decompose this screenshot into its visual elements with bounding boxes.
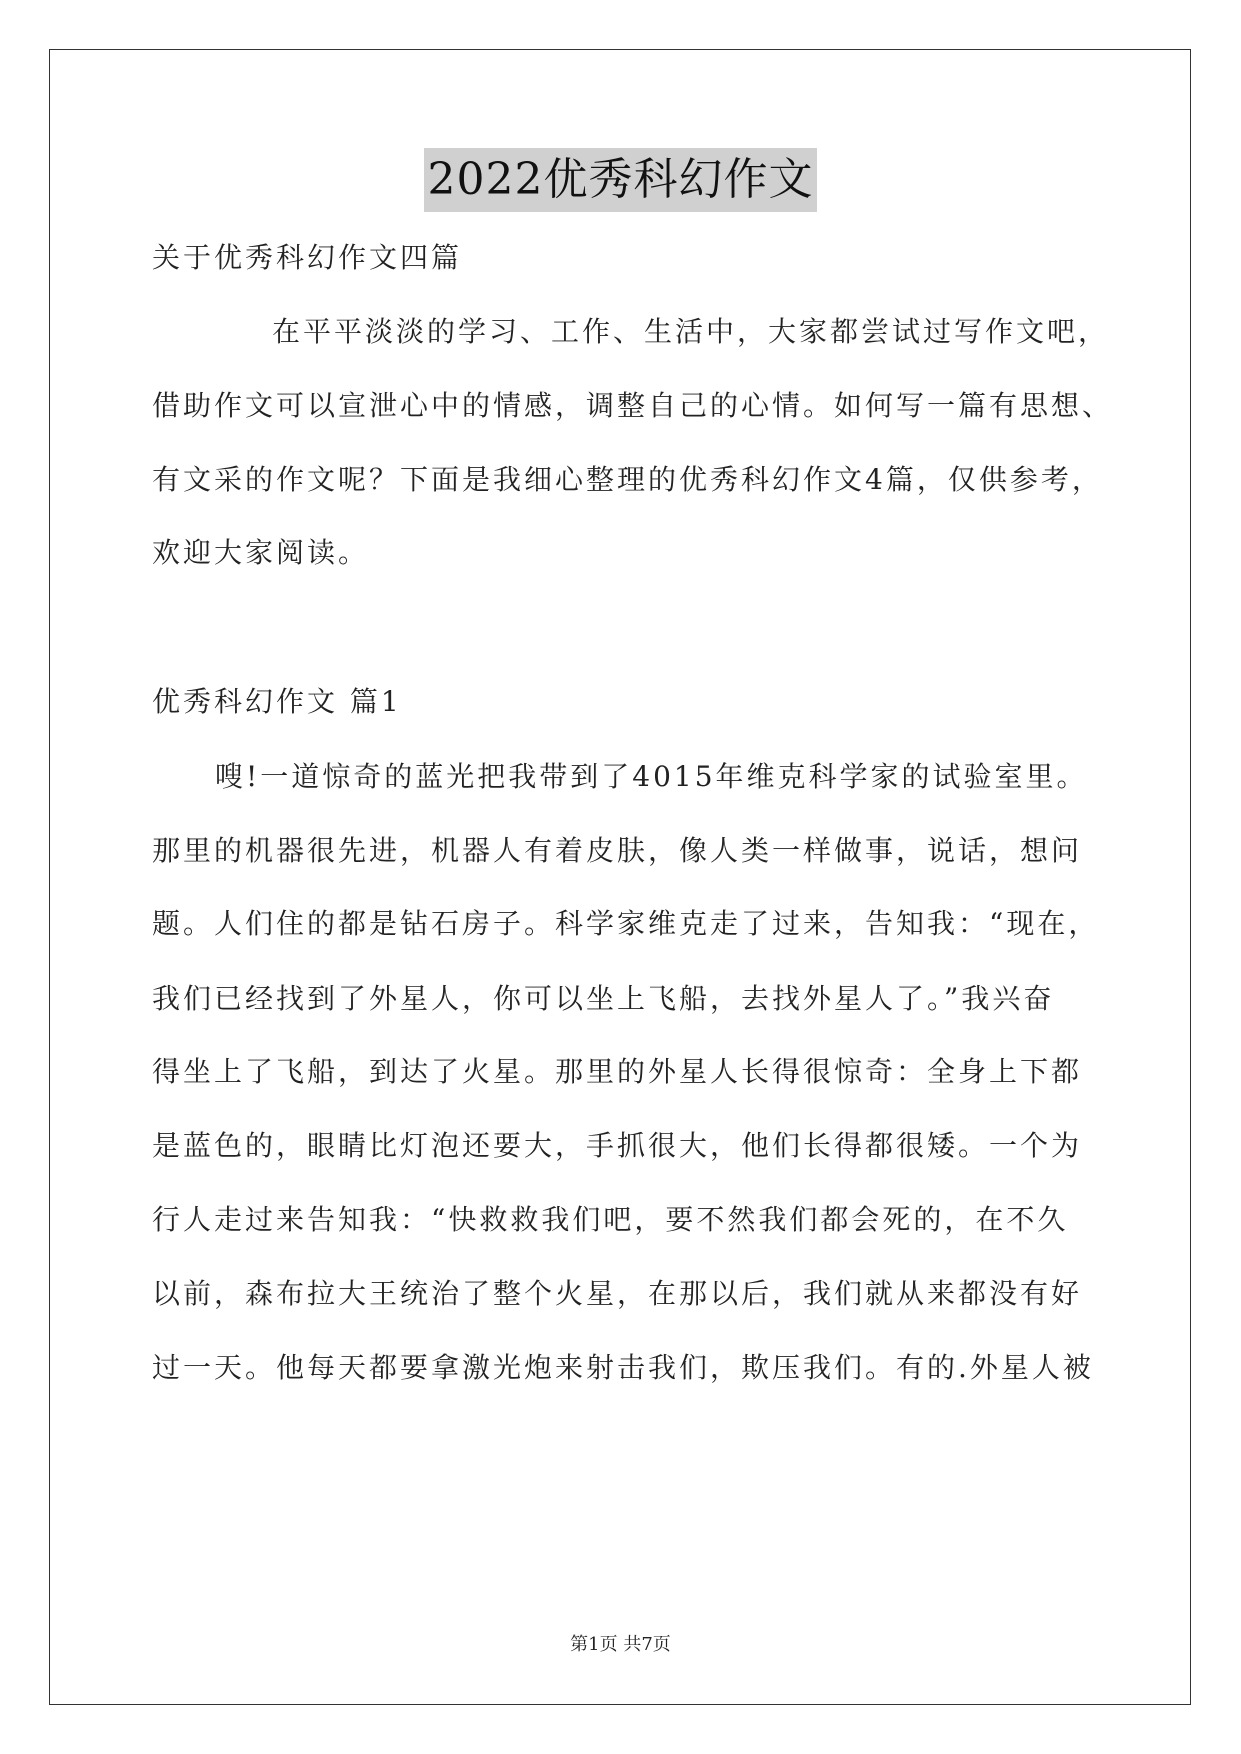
subtitle: 关于优秀科幻作文四篇 bbox=[152, 241, 463, 274]
title-container bbox=[0, 148, 1241, 212]
body-line: 行人走过来告知我：“快救救我们吧，要不然我们都会死的，在不久 bbox=[152, 1203, 1069, 1236]
body-line: 得坐上了飞船，到达了火星。那里的外星人长得很惊奇：全身上下都 bbox=[152, 1055, 1083, 1088]
intro-line: 欢迎大家阅读。 bbox=[152, 536, 370, 569]
intro-line: 有文采的作文呢？下面是我细心整理的优秀科幻作文4篇，仅供参考， bbox=[152, 463, 1103, 496]
body-line: 是蓝色的，眼睛比灯泡还要大，手抓很大，他们长得都很矮。一个为 bbox=[152, 1129, 1083, 1162]
body-line: 以前，森布拉大王统治了整个火星，在那以后，我们就从来都没有好 bbox=[152, 1277, 1083, 1310]
body-line: 题。人们住的都是钻石房子。科学家维克走了过来，告知我：“现在， bbox=[152, 907, 1100, 940]
document-title: 2022优秀科幻作文 bbox=[424, 148, 818, 212]
page-footer: 第1页 共7页 bbox=[570, 1634, 671, 1655]
body-line: 我们已经找到了外星人，你可以坐上飞船，去找外星人了。”我兴奋 bbox=[152, 982, 1055, 1015]
section-heading: 优秀科幻作文 篇1 bbox=[152, 685, 402, 718]
intro-line: 在平平淡淡的学习、工作、生活中，大家都尝试过写作文吧， bbox=[272, 315, 1110, 348]
body-line: 那里的机器很先进，机器人有着皮肤，像人类一样做事，说话，想问 bbox=[152, 834, 1083, 867]
body-line: 过一天。他每天都要拿激光炮来射击我们，欺压我们。有的.外星人被 bbox=[152, 1351, 1094, 1384]
body-line: 嗖!一道惊奇的蓝光把我带到了4015年维克科学家的试验室里。 bbox=[215, 760, 1088, 793]
page-border bbox=[49, 49, 1191, 1705]
intro-line: 借助作文可以宣泄心中的情感，调整自己的心情。如何写一篇有思想、 bbox=[152, 389, 1114, 422]
